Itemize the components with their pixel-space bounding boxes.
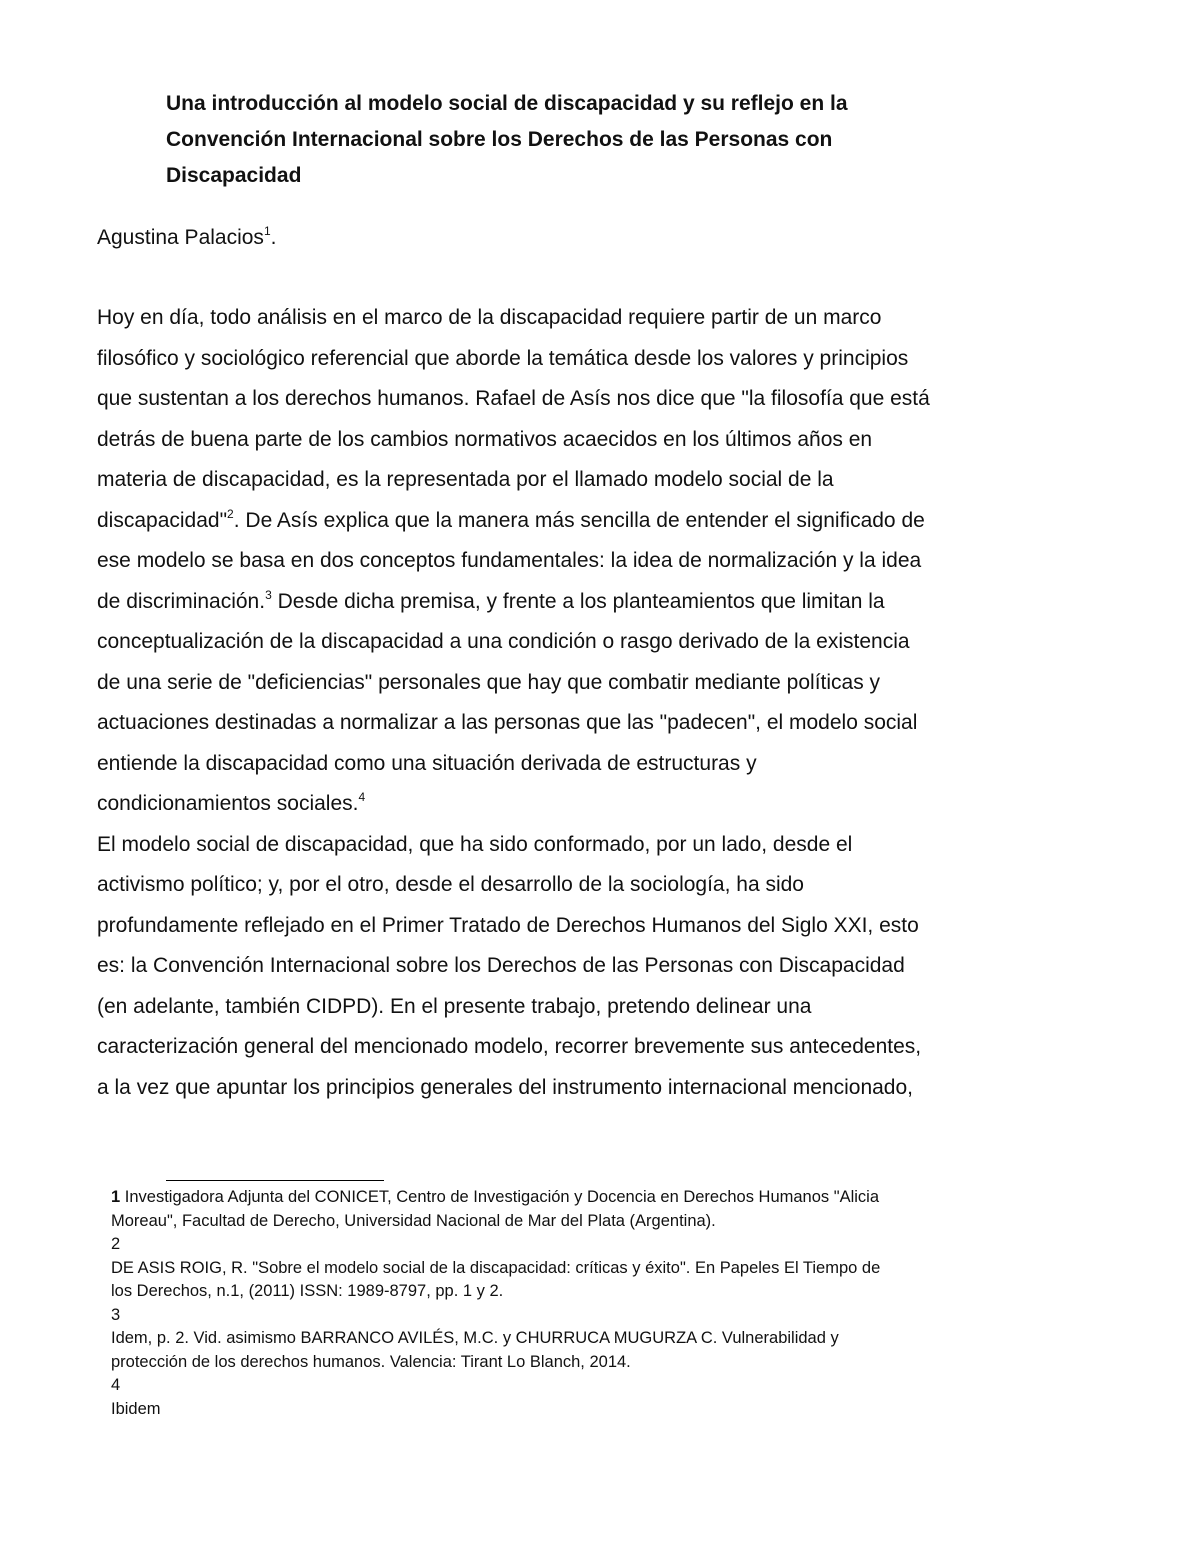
body-line	[97, 582, 1057, 623]
footnote-number: 4	[111, 1376, 121, 1394]
author-line	[97, 222, 276, 254]
footnote-text: DE ASIS ROIG, R. "Sobre el modelo social de la discapacidad: críticas y éxito". En Papeles El Tiempo de	[111, 1258, 881, 1277]
document-title	[166, 86, 1066, 194]
body-text-segment: de discriminación.	[97, 589, 266, 613]
footnote-text: Idem, p. 2. Vid. asimismo BARRANCO AVILÉS, M.C. y CHURRUCA MUGURZA C. Vulnerabilidad y	[111, 1329, 839, 1347]
body-line: actuaciones destinadas a normalizar a las personas que las "padecen", el modelo social	[97, 711, 918, 734]
footnotes	[111, 1186, 1041, 1421]
body-line: detrás de buena parte de los cambios normativos acaecidos en los últimos años en	[97, 427, 873, 451]
footnote-text: los Derechos, n.1, (2011) ISSN: 1989-8797, pp. 1 y 2.	[111, 1282, 504, 1300]
body-text	[97, 298, 1057, 1108]
title-line: Convención Internacional sobre los Derechos de las Personas con	[166, 128, 833, 151]
body-line: materia de discapacidad, es la representada por el llamado modelo social de la	[97, 468, 834, 491]
body-text-segment: condicionamientos sociales.	[97, 792, 359, 815]
footnote-number: 2	[111, 1235, 121, 1253]
footnote-text: Moreau", Facultad de Derecho, Universidad Nacional de Mar del Plata (Argentina).	[111, 1211, 716, 1230]
body-line: caracterización general del mencionado modelo, recorrer brevemente sus antecedentes,	[97, 1035, 922, 1058]
footnote-ref[interactable]: 2	[227, 506, 234, 521]
footnote-ref[interactable]: 4	[358, 790, 366, 804]
footnote-text: Ibidem	[111, 1399, 161, 1418]
body-line: a la vez que apuntar los principios generales del instrumento internacional mencionado,	[97, 1075, 913, 1099]
body-line: filosófico y sociológico referencial que aborde la temática desde los valores y principios	[97, 346, 909, 370]
body-line: El modelo social de discapacidad, que ha sido conformado, por un lado, desde el	[97, 832, 853, 856]
body-line: de una serie de "deficiencias" personales que hay que combatir mediante políticas y	[97, 670, 881, 694]
footnote-separator	[166, 1180, 384, 1181]
body-line: entiende la discapacidad como una situación derivada de estructuras y	[97, 751, 757, 775]
footnote-text: Investigadora Adjunta del CONICET, Centro de Investigación y Docencia en Derechos Humanos "Alicia	[120, 1188, 880, 1206]
footnote-ref[interactable]: 3	[265, 587, 272, 602]
body-line: ese modelo se basa en dos conceptos fundamentales: la idea de normalización y la idea	[97, 549, 922, 572]
body-text-segment: discapacidad"	[97, 508, 228, 532]
body-line: (en adelante, también CIDPD). En el presente trabajo, pretendo delinear una	[97, 994, 812, 1018]
body-text-segment: . De Asís explica que la manera más sencilla de entender el significado de	[233, 508, 925, 532]
body-line	[97, 501, 1057, 542]
body-line: activismo político; y, por el otro, desde el desarrollo de la sociología, ha sido	[97, 873, 804, 896]
body-line: conceptualización de la discapacidad a una condición o rasgo derivado de la existencia	[97, 630, 910, 653]
footnote-1	[111, 1186, 1041, 1210]
body-text-segment: Desde dicha premisa, y frente a los planteamientos que limitan la	[271, 589, 885, 613]
body-line: es: la Convención Internacional sobre los Derechos de las Personas con Discapacidad	[97, 954, 905, 977]
body-line: que sustentan a los derechos humanos. Rafael de Asís nos dice que "la filosofía que está	[97, 387, 930, 410]
body-line: profundamente reflejado en el Primer Tratado de Derechos Humanos del Siglo XXI, esto	[97, 913, 919, 937]
footnote-number: 1	[111, 1188, 121, 1206]
body-line	[97, 784, 1057, 825]
body-line: Hoy en día, todo análisis en el marco de la discapacidad requiere partir de un marco	[97, 306, 882, 329]
author-name: Agustina Palacios	[97, 226, 264, 249]
footnote-number: 3	[111, 1305, 121, 1324]
title-line: Una introducción al modelo social de discapacidad y su reflejo en la	[166, 92, 848, 115]
author-trailing: .	[270, 226, 277, 249]
footnote-ref[interactable]: 1	[263, 224, 271, 238]
title-line: Discapacidad	[166, 164, 302, 187]
footnote-text: protección de los derechos humanos. Valencia: Tirant Lo Blanch, 2014.	[111, 1352, 631, 1371]
